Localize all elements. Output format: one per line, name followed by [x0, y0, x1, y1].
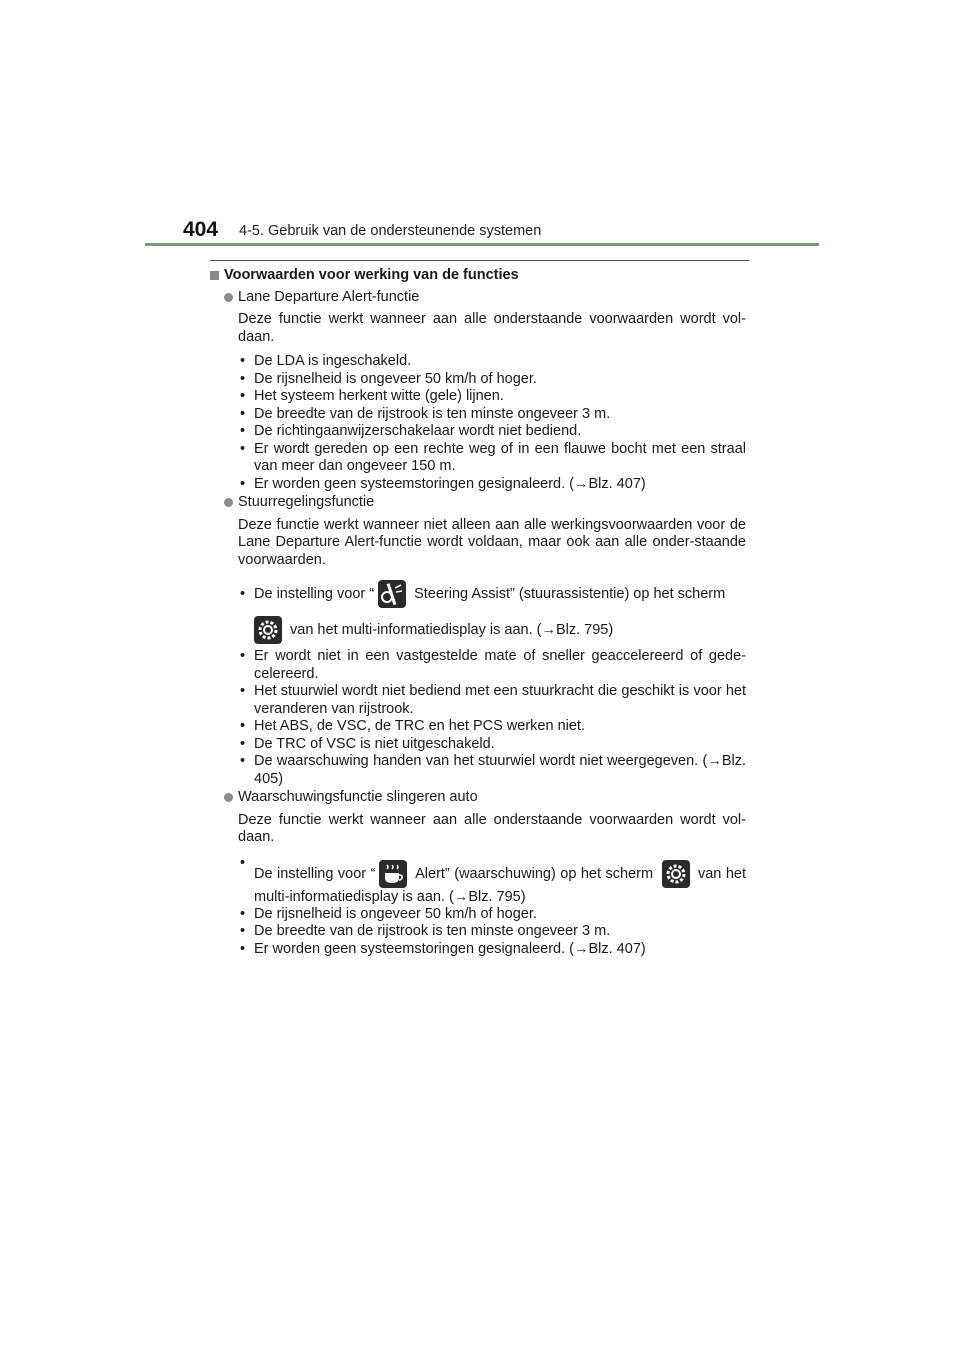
list-item: • Er worden geen systeemstoringen gesignaleerd. (→Blz. 407)	[238, 476, 746, 494]
page-number: 404	[183, 218, 219, 241]
subsection-sway	[224, 789, 746, 807]
list-item: • De TRC of VSC is niet uitgeschakeld.	[238, 736, 746, 754]
coffee-cup-icon	[379, 860, 407, 888]
list-item: • Er wordt gereden op een rechte weg of in een flauwe bocht met een straal van meer dan ongeveer 150 m.	[238, 441, 746, 476]
list-item: • De rijsnelheid is ongeveer 50 km/h of hoger.	[238, 906, 746, 924]
lda-heading: Lane Departure Alert-functie	[238, 288, 420, 305]
steer-conditions	[238, 576, 746, 788]
list-item: • Het systeem herkent witte (gele) lijnen.	[238, 388, 746, 406]
list-item: • Het stuurwiel wordt niet bediend met een stuurkracht die geschikt is voor het veranderen van rijstrook.	[238, 683, 746, 718]
steer-intro: Deze functie werkt wanneer niet alleen aan alle werkingsvoorwaarden voor de Lane Departure Alert-functie wordt voldaan, maar ook aan alle onder-staande voorwaarden.	[238, 516, 746, 568]
lda-intro: Deze functie werkt wanneer aan alle onderstaande voorwaarden wordt vol-daan.	[238, 311, 746, 345]
list-item: • De breedte van de rijstrook is ten minste ongeveer 3 m.	[238, 406, 746, 424]
list-item: • De breedte van de rijstrook is ten minste ongeveer 3 m.	[238, 923, 746, 941]
sway-intro: Deze functie werkt wanneer aan alle onderstaande voorwaarden wordt vol-daan.	[238, 811, 746, 845]
list-item: • De instelling voor “ Alert” (waarschuwing) op het scherm van het multi-informatiedisplay is aan. (→Blz. 795)	[238, 854, 746, 906]
list-item: • Het ABS, de VSC, de TRC en het PCS werken niet.	[238, 718, 746, 736]
list-item: • Er wordt niet in een vastgestelde mate of sneller geaccelereerd of gede-celereerd.	[238, 648, 746, 683]
settings-gear-icon	[662, 860, 690, 888]
subsection-lda	[224, 289, 746, 307]
header-divider	[145, 243, 819, 246]
page-content	[210, 265, 746, 958]
list-item: • Er worden geen systeemstoringen gesignaleerd. (→Blz. 407)	[238, 941, 746, 959]
section-heading	[210, 267, 746, 285]
list-item: • De waarschuwing handen van het stuurwiel wordt niet weergegeven. (→Blz. 405)	[238, 753, 746, 788]
chapter-title: 4-5. Gebruik van de ondersteunende systemen	[239, 223, 542, 239]
sway-heading: Waarschuwingsfunctie slingeren auto	[238, 789, 478, 805]
section-divider	[210, 260, 749, 261]
steering-assist-icon	[378, 580, 406, 608]
square-bullet-icon	[210, 271, 219, 280]
list-item: • De instelling voor “ Steering Assist” (stuurassistentie) op het scherm van het multi-informatiedisplay is aan. (→Blz. 795)	[238, 576, 746, 648]
list-item: • De LDA is ingeschakeld.	[238, 353, 746, 371]
list-item: • De rijsnelheid is ongeveer 50 km/h of hoger.	[238, 371, 746, 389]
steer-heading: Stuurregelingsfunctie	[238, 494, 375, 510]
subsection-steering	[224, 494, 746, 512]
lda-conditions	[238, 353, 746, 493]
circle-bullet-icon	[224, 793, 233, 802]
settings-gear-icon	[254, 616, 282, 644]
list-item: • De richtingaanwijzerschakelaar wordt niet bediend.	[238, 423, 746, 441]
sway-conditions	[238, 854, 746, 959]
circle-bullet-icon	[224, 498, 233, 507]
circle-bullet-icon	[224, 293, 233, 302]
section-title: Voorwaarden voor werking van de functies	[224, 267, 519, 283]
